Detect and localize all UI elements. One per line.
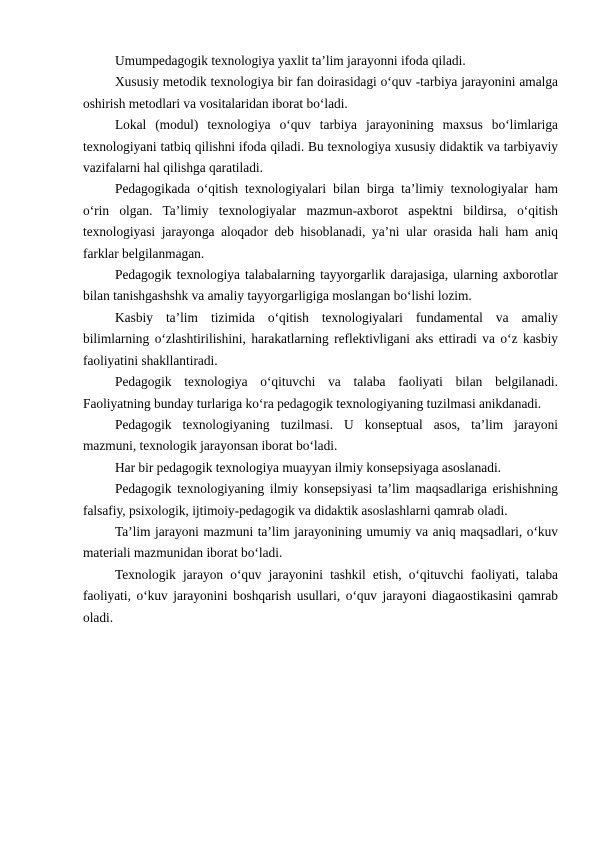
document-body: [83, 50, 558, 628]
paragraph-6: Kasbiy ta’lim tizimida o‘qitish texnologiyalari fundamental va amaliy bilimlarning o‘zlashtirilishini, harakatlarning reflektivligani aks ettiradi va o‘z kasbiy faoliyatini shakllantiradi.: [83, 309, 558, 368]
paragraph-1: Umumpedagogik texnologiya yaxlit ta’lim jarayonni ifoda qiladi.: [115, 53, 466, 68]
paragraph-11: Ta’lim jarayoni mazmuni ta’lim jarayonining umumiy va aniq maqsadlari, o‘kuv materiali mazmunidan iborat bo‘ladi.: [83, 523, 558, 561]
paragraph-4: Pedagogikada o‘qitish texnologiyalari bilan birga ta’limiy texnologiyalar ham o‘rin olgan. Ta’limiy texnologiyalar mazmun-axborot aspektni bildirsa, o‘qitish texnologiyasi jarayonga aloqador deb hisoblanadi, ya’ni ular orasida hali ham aniq farklar belgilanmagan.: [83, 181, 558, 261]
paragraph-2: Xususiy metodik texnologiya bir fan doirasidagi o‘quv -tarbiya jarayonini amalga oshirish metodlari va vositalaridan iborat bo‘ladi.: [83, 74, 558, 111]
paragraph-10: Pedagogik texnologiyaning ilmiy konsepsiyasi ta’lim maqsadlariga erishishning falsafiy, psixologik, ijtimoiy-pedagogik va didaktik asoslashlarni qamrab oladi.: [83, 481, 558, 518]
paragraph-12: Texnologik jarayon o‘quv jarayonini tashkil etish, o‘qituvchi faoliyati, talaba faoliyati, o‘kuv jarayonini boshqarish usullari, o‘quv jarayoni diagaostikasini qamrab oladi.: [83, 566, 558, 625]
paragraph-3: Lokal (modul) texnologiya o‘quv tarbiya jarayonining maxsus bo‘limlariga texnologiyani tatbiq qilishni ifoda qiladi. Bu texnologiya xususiy didaktik va tarbiyaviy vazifalarni hal qilishga qaratiladi.: [83, 117, 558, 176]
paragraph-7: Pedagogik texnologiya o‘qituvchi va talaba faoliyati bilan belgilanadi. Faoliyatning bunday turlariga ko‘ra pedagogik texnologiyaning tuzilmasi anikdanadi.: [83, 374, 558, 411]
paragraph-9: Har bir pedagogik texnologiya muayyan ilmiy konsepsiyaga asoslanadi.: [115, 459, 502, 475]
paragraph-5: Pedagogik texnologiya talabalarning tayyorgarlik darajasiga, ularning axborotlar bilan tanishgashshk va amaliy tayyorgarligiga moslangan bo‘lishi lozim.: [83, 267, 558, 304]
paragraph-8: Pedagogik texnologiyaning tuzilmasi. U konseptual asos, ta’lim jarayoni mazmuni, texnologik jarayonsan iborat bo‘ladi.: [83, 416, 558, 454]
